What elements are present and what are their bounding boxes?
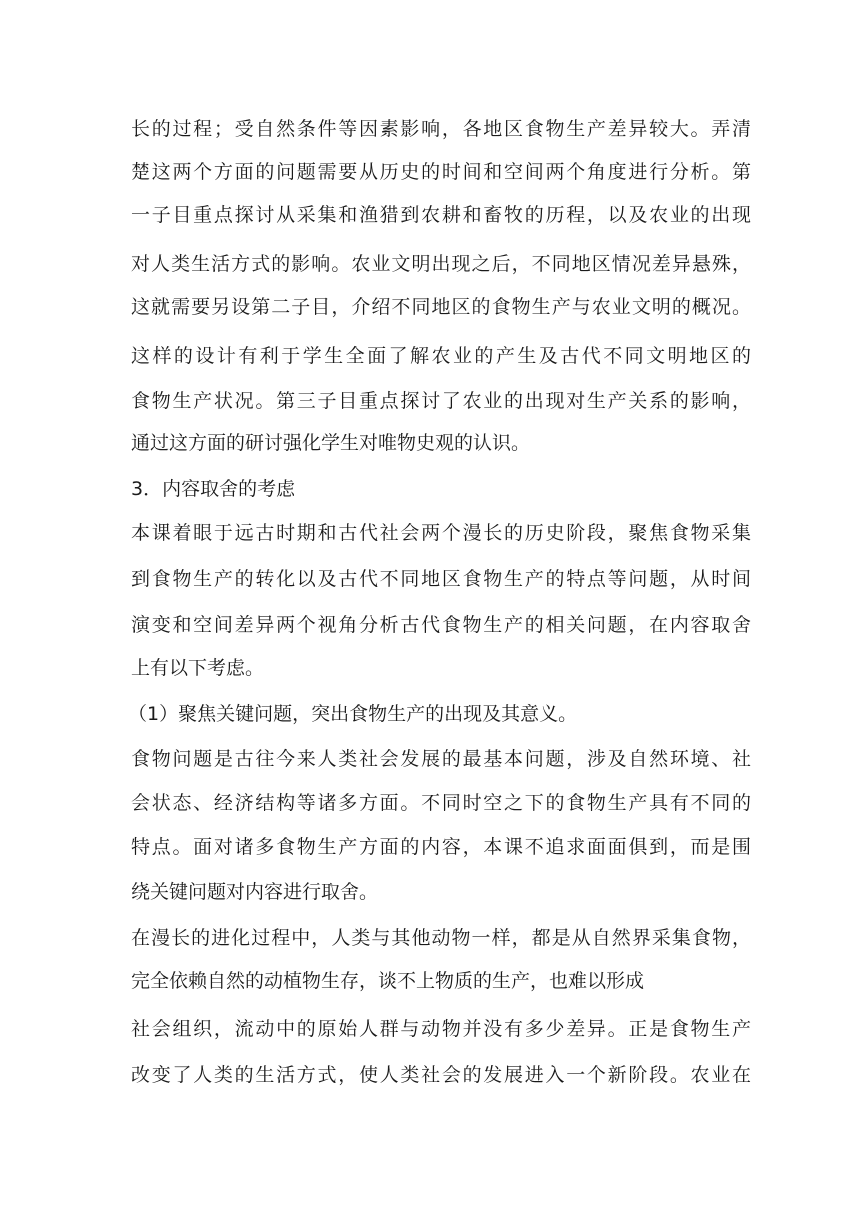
text-line: 一子目重点探讨从采集和渔猎到农耕和畜牧的历程，以及农业的出现: [131, 204, 751, 226]
text-line: 本课着眼于远古时期和古代社会两个漫长的历史阶段，聚焦食物采集: [131, 522, 751, 544]
text-line: 到食物生产的转化以及古代不同地区食物生产的特点等问题，从时间: [131, 568, 751, 590]
text-line: 长的过程；受自然条件等因素影响，各地区食物生产差异较大。弄清: [131, 118, 751, 140]
text-line: 在漫长的进化过程中，人类与其他动物一样，都是从自然界采集食物，: [131, 927, 751, 949]
text-line: 上有以下考虑。: [131, 657, 265, 679]
text-line: 改变了人类的生活方式，使人类社会的发展进入一个新阶段。农业在: [131, 1064, 751, 1086]
text-line: 社会组织，流动中的原始人群与动物并没有多少差异。正是食物生产: [131, 1018, 751, 1040]
text-line: 演变和空间差异两个视角分析古代食物生产的相关问题，在内容取舍: [131, 614, 751, 636]
text-line: 对人类生活方式的影响。农业文明出现之后，不同地区情况差异悬殊，: [131, 253, 751, 275]
subsection-heading: （1）聚焦关键问题，突出食物生产的出现及其意义。: [128, 703, 578, 725]
text-line: 特点。面对诸多食物生产方面的内容，本课不追求面面俱到，而是围: [131, 836, 751, 858]
text-line: 食物生产状况。第三子目重点探讨了农业的出现对生产关系的影响，: [131, 390, 751, 412]
text-line: 这样的设计有利于学生全面了解农业的产生及古代不同文明地区的: [131, 345, 751, 367]
text-line: 楚这两个方面的问题需要从历史的时间和空间两个角度进行分析。第: [131, 161, 751, 183]
text-line: 食物问题是古往今来人类社会发展的最基本问题，涉及自然环境、社: [131, 748, 751, 770]
text-line: 这就需要另设第二子目，介绍不同地区的食物生产与农业文明的概况。: [131, 296, 751, 318]
text-line: 通过这方面的研讨强化学生对唯物史观的认识。: [131, 432, 531, 454]
text-line: 绕关键问题对内容进行取舍。: [131, 881, 379, 903]
section-heading: 3．内容取舍的考虑: [131, 478, 296, 500]
text-line: 完全依赖自然的动植物生存，谈不上物质的生产，也难以形成: [131, 970, 645, 992]
text-line: 会状态、经济结构等诸多方面。不同时空之下的食物生产具有不同的: [131, 792, 751, 814]
